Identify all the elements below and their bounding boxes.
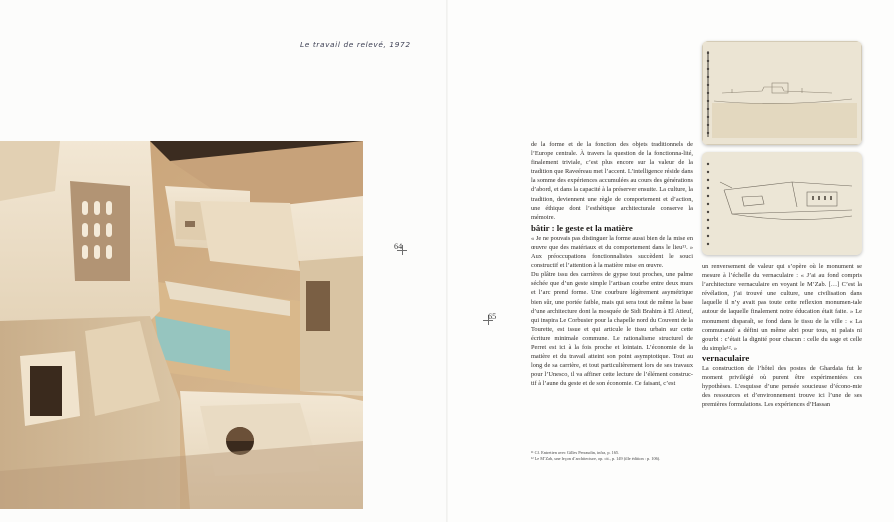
paragraph: « Je ne pouvais pas distinguer la forme aussi bien de la mise en œuvre que des matériaux et du comportement dans le lieu¹¹. » Aux préoccupations fonctionnalistes succèdent le souci constructif et l’attention à la matière mise en œuvre. (531, 234, 693, 270)
page-number-right: 65 (488, 312, 497, 321)
text-column-1 (531, 140, 693, 388)
paragraph: La construction de l’hôtel des postes de Ghardaïa fut le moment privilégié où purent être expérimentées ces hypothèses. L’esquisse d’une pensée soucieuse d’écono-mie des ressources et d’environnement trouve ici l’une de ses premières formulations. Les expériences d’Hassan (702, 364, 862, 409)
section-subhead: bâtir : le geste et la matière (531, 222, 633, 233)
footnote: ¹² Le M’Zab, une leçon d’architecture, op. cit., p. 149 (ille édition : p. 106). (531, 456, 661, 461)
running-head: Le travail de relevé, 1972 (300, 40, 411, 49)
page-number-left: 64 (394, 242, 403, 251)
folio-left (394, 242, 402, 251)
sketchbook-image-bottom (702, 152, 862, 255)
paragraph: un renversement de valeur qui s’opère où le monument se mesure à l’échelle du vernaculaire : « J’ai au fond compris l’architecture vernaculaire en voyant le M’Zab. […] C’est la révélation, j’ai trouvé une culture, une civilisation dans laquelle il n’y avait pas toute cette reflexion monumen-tale autour de laquelle finalement notre éducation était faite. » Le monument disparaît, se fond dans le tissu de la ville : « La communauté a défini un même abri pour tous, ni palais ni gourbi : c’était la dignité pour chacun : celle du sage et celle du simple¹². » (702, 263, 862, 352)
footnotes (531, 450, 706, 462)
gutter (446, 0, 448, 522)
section-subhead: vernaculaire (702, 352, 750, 363)
paragraph: Du plâtre issu des carrières de gypse tout proches, une palme séchée que d’un geste simple l’artisan courbe entre deux murs et l’arc prend forme. Une courbure légèrement asymétrique bien sûr, une portée faible, mais qui sera tout de même la base d’une architecture dont la mosquée de Sidi Brahim à El Atteuf, qui inspira Le Corbusier pour la chapelle nord du Couvent de la Tourette, est issue et qui articule le tissu urbain sur cette écriture minimale commune. Le rationalisme structurel de Perret est ici à la fois proche et lointain. L’économie de la matière et du travail atteint son point asymptotique. Tout au long de sa carrière, et tout particulièrement lors de ses travaux pour l’Unesco, il va affiner cette lecture de l’élément construc-tif à l’aune du geste et de son économie. Ce faisant, c’est (531, 271, 693, 388)
folio-right (485, 312, 497, 321)
sketchbook-image-top (702, 41, 862, 145)
architecture-model-photo (0, 141, 363, 509)
footnote: ¹¹ Cf. Entretien avec Gilles Perraudin, infra, p. 165. (531, 450, 620, 455)
text-column-2 (702, 262, 862, 409)
paragraph: de la forme et de la fonction des objets traditionnels de l’Europe centrale. À travers la question de la fonctionna-lité, finalement triviale, c’est plus encore sur la valeur de la tradition que Raveéreau met l’accent. L’intelligence résidе dans la somme des expériences accumulées au cours des générations d’abord, et dans la capacité à la préserver ensuite. La culture, la tradition, deviennent une règle de comportement et d’action, une éthique dont l’esthétique architecturale conserve la mémoire. (531, 141, 693, 221)
